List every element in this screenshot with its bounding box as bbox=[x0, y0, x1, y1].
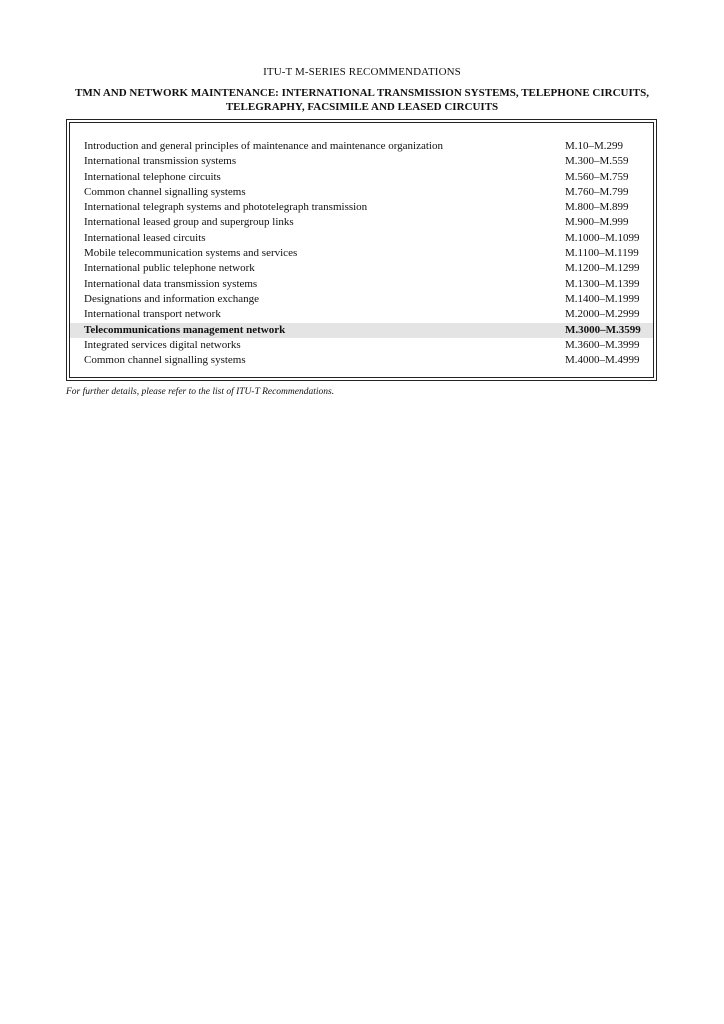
row-label: International transmission systems bbox=[84, 155, 237, 168]
table-row bbox=[70, 215, 653, 230]
row-label: Introduction and general principles of maintenance and maintenance organization bbox=[84, 140, 443, 152]
table-row bbox=[70, 185, 653, 200]
row-label: International public telephone network bbox=[84, 262, 255, 275]
row-label: International leased circuits bbox=[84, 231, 206, 244]
row-range: M.1200–M.1299 bbox=[565, 262, 640, 275]
row-range: M.1300–M.1399 bbox=[565, 277, 640, 290]
row-label: Telecommunications management network bbox=[84, 323, 286, 336]
table-row bbox=[70, 307, 653, 322]
row-label: International telephone circuits bbox=[84, 170, 221, 183]
series-title: ITU-T M-SERIES RECOMMENDATIONS bbox=[263, 66, 461, 78]
row-range: M.300–M.559 bbox=[565, 155, 629, 168]
table-row bbox=[70, 170, 653, 185]
series-subtitle: TMN AND NETWORK MAINTENANCE: INTERNATIONAL TRANSMISSION SYSTEMS, TELEPHONE CIRCUITS, TELEGRAPHY, FACSIMILE AND LEASED CIRCUITS bbox=[75, 87, 649, 113]
row-range: M.10–M.299 bbox=[565, 140, 624, 152]
row-label: Common channel signalling systems bbox=[84, 185, 246, 198]
row-range: M.1400–M.1999 bbox=[565, 292, 640, 305]
table-row bbox=[70, 261, 653, 276]
row-label: Mobile telecommunication systems and services bbox=[84, 247, 298, 260]
row-label: International transport network bbox=[84, 308, 221, 321]
table-row bbox=[70, 353, 653, 368]
row-range: M.760–M.799 bbox=[565, 185, 629, 198]
row-range: M.2000–M.2999 bbox=[565, 308, 640, 321]
recommendations-list bbox=[70, 139, 653, 368]
table-row bbox=[70, 200, 653, 215]
row-label: Common channel signalling systems bbox=[84, 354, 246, 367]
table-row bbox=[70, 277, 653, 292]
table-row bbox=[70, 246, 653, 261]
row-range: M.1000–M.1099 bbox=[565, 231, 640, 244]
row-label: International leased group and supergroup links bbox=[84, 216, 294, 229]
table-row bbox=[70, 292, 653, 307]
recommendations-table-inner-border bbox=[69, 122, 654, 378]
row-range: M.3000–M.3599 bbox=[565, 323, 641, 336]
row-label: Integrated services digital networks bbox=[84, 338, 241, 351]
row-range: M.900–M.999 bbox=[565, 216, 629, 229]
row-range: M.800–M.899 bbox=[565, 201, 629, 214]
footnote: For further details, please refer to the list of ITU-T Recommendations. bbox=[66, 387, 335, 397]
row-label: International telegraph systems and phototelegraph transmission bbox=[84, 201, 368, 214]
table-row bbox=[70, 139, 653, 154]
table-row bbox=[70, 154, 653, 169]
row-range: M.3600–M.3999 bbox=[565, 338, 640, 351]
table-row bbox=[70, 338, 653, 353]
table-row bbox=[70, 231, 653, 246]
row-label: Designations and information exchange bbox=[84, 292, 260, 305]
row-range: M.4000–M.4999 bbox=[565, 354, 640, 367]
table-row-highlighted bbox=[70, 323, 653, 338]
row-range: M.560–M.759 bbox=[565, 170, 629, 183]
row-label: International data transmission systems bbox=[84, 277, 258, 290]
recommendations-table bbox=[66, 119, 657, 381]
row-range: M.1100–M.1199 bbox=[565, 247, 639, 260]
